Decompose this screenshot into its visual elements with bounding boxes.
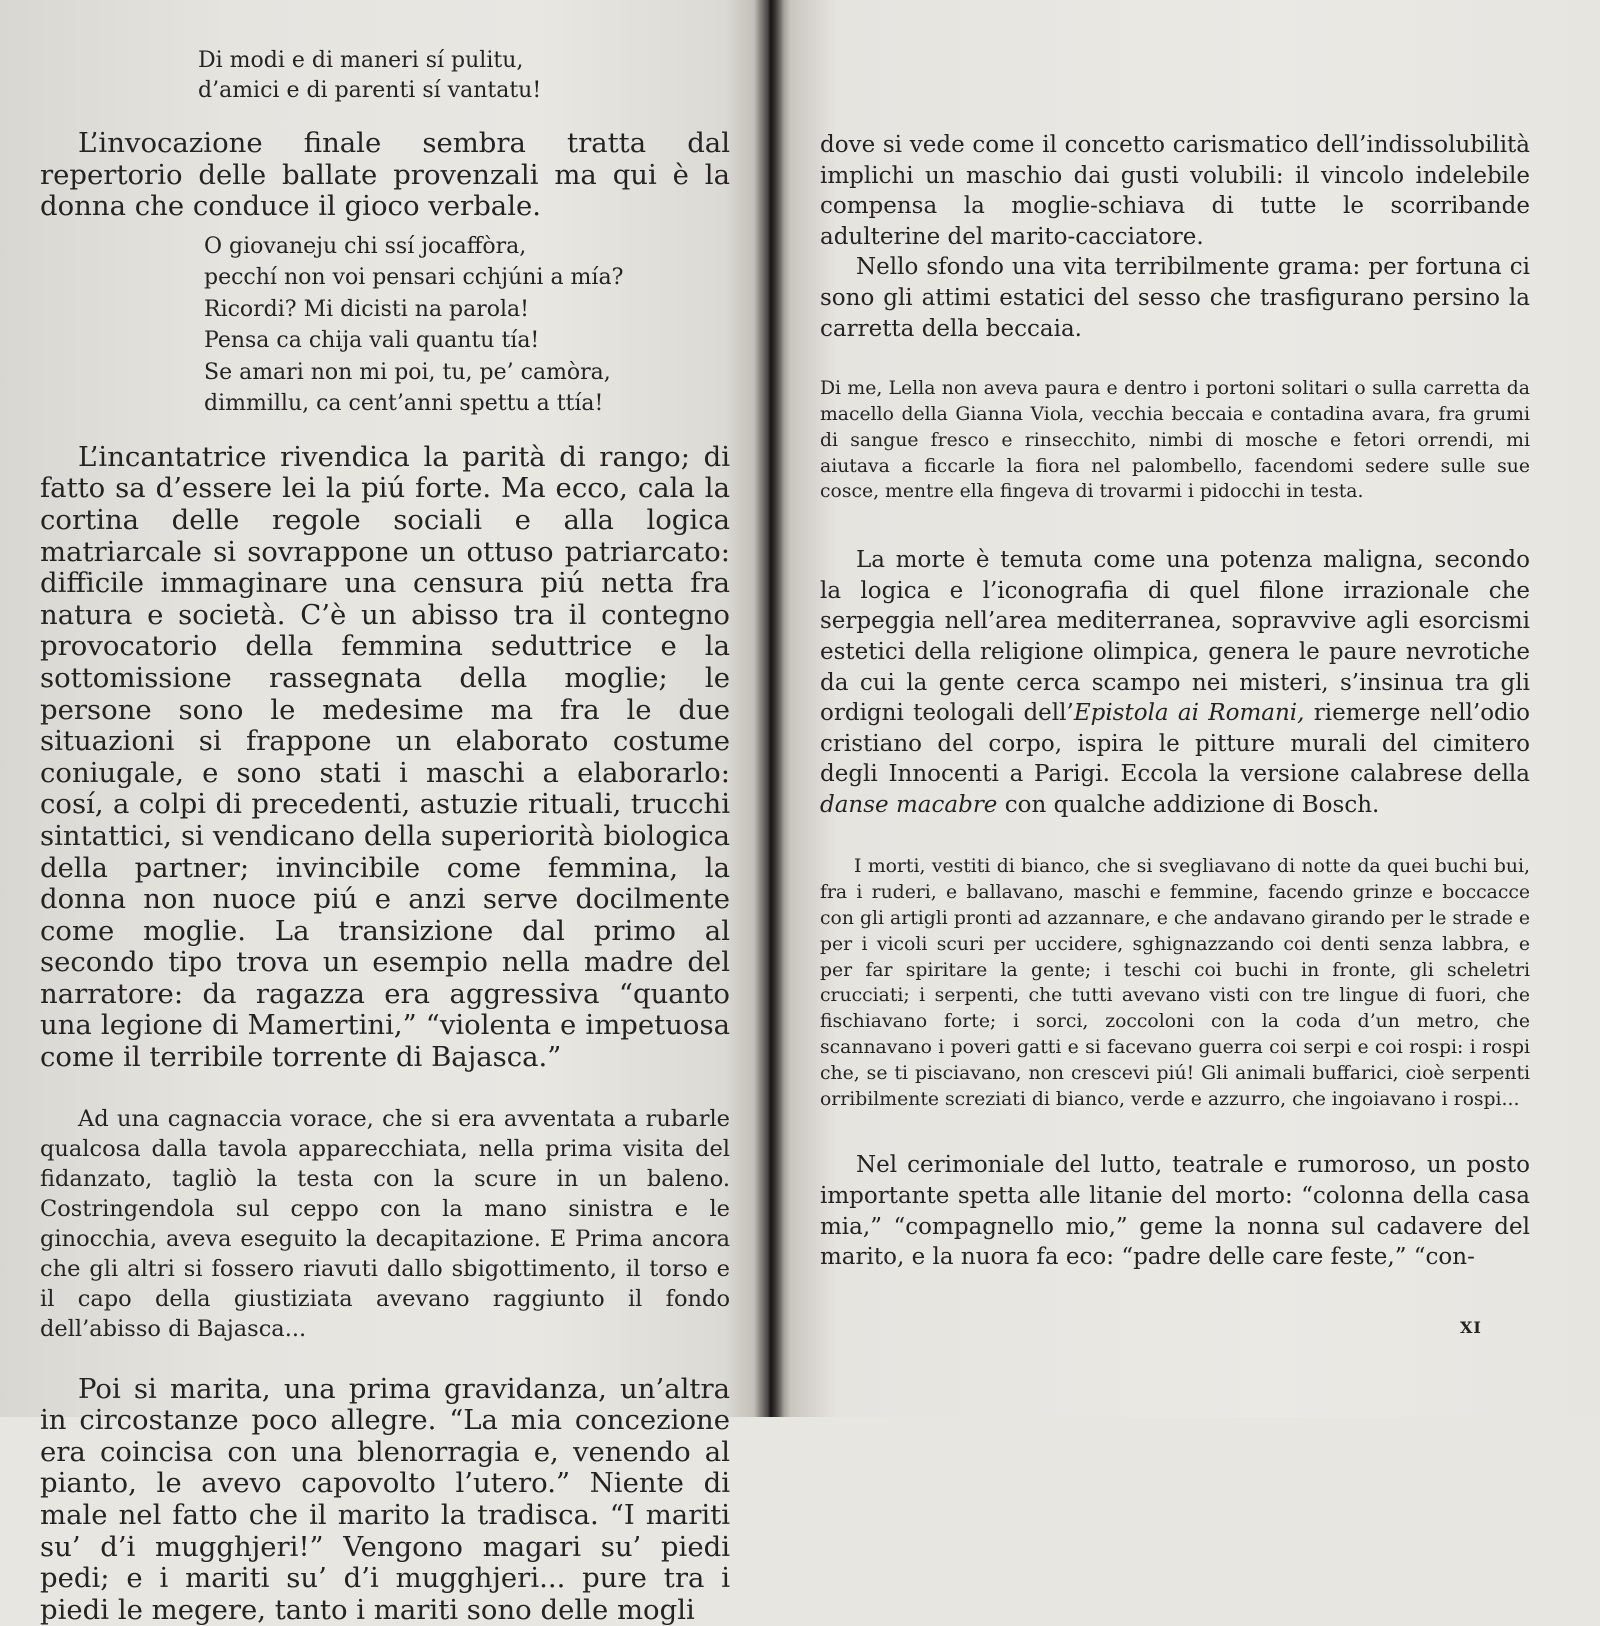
paragraph-morte-text: riemerge nell’odio cristiano del corpo, ispira le pitture murali del cimitero degli Innocenti a Parigi. Eccola la versione calabrese della [820, 700, 1530, 788]
verse-line: pecchí non voi pensari cchjúni a mía? [204, 265, 624, 291]
paragraph-poi: Poi si marita, una prima gravidanza, un’altra in circostanze poco allegre. “La mia concezione era coincisa con una blenorragia e, venendo al pianto, le avevo capovolto l’utero.” Niente di male nel fatto che il marito la tradisca. “I mariti su’ d’i mugghjeri!” Vengono magari su’ piedi pedi; e i mariti su’ d’i mugghjeri... pure tra i piedi le megere, tanto i mariti sono delle mogli [40, 1372, 730, 1626]
paragraph-dove: dove si vede come il concetto carismatico dell’indissolubilità implichi un maschio dai gusti volubili: il vincolo indelebile compensa la moglie-schiava di tutte le scorribande adulterine del marito-cacciatore. [820, 132, 1530, 250]
verse-line: Di modi e di maneri sí pulitu, [198, 48, 524, 73]
verse-line: Se amari non mi poi, tu, pe’ camòra, [204, 359, 611, 385]
verse-line: d’amici e di parenti sí vantatu! [198, 78, 542, 103]
book-gutter [754, 0, 784, 1417]
verse-line: Pensa ca chija vali quantu tía! [204, 328, 540, 354]
term-danse-macabre: danse macabre [820, 791, 998, 818]
left-page [0, 0, 770, 1626]
verse-top [198, 46, 730, 106]
page-number: XI [1460, 1318, 1482, 1337]
paragraph-invocation: L’invocazione finale sembra tratta dal repertorio delle ballate provenzali ma qui è la donna che conduce il gioco verbale. [40, 127, 730, 223]
paragraph-lutto: Nel cerimoniale del lutto, teatrale e rumoroso, un posto importante spetta alle litanie del morto: “colonna della casa mia,” “compagnello mio,” geme la nonna sul cadavere del marito, e la nuora fa eco: “padre delle care feste,” “con- [820, 1152, 1530, 1271]
paragraph-morte-text: La morte è temuta come una potenza maligna, secondo la logica e l’iconografia di quel filone irrazionale che serpeggia nell’area mediterranea, sopravvive agli esorcismi estetici della religione olimpica, genera le paure nevrotiche da cui la gente cerca scampo nei misteri, s’insinua tra gli ordigni teologali dell’ [820, 547, 1530, 727]
block-quote-lella: Di me, Lella non aveva paura e dentro i portoni solitari o sulla carretta da macello della Gianna Viola, vecchia beccaia e contadina avara, fra grumi di sangue fresco e rinsecchito, nimbi di mosche e fetori orrendi, mi aiutava a ficcarle la fiora nel palombello, facendomi sedere sulle sue cosce, mentre ella fingeva di trovarmi i pidocchi in testa. [820, 378, 1530, 503]
verse-line: Ricordi? Mi dicisti na parola! [204, 296, 530, 322]
paragraph-sfondo: Nello sfondo una vita terribilmente grama: per fortuna ci sono gli attimi estatici del sesso che trasfigurano persino la carretta della beccaia. [820, 254, 1530, 342]
verse-line: O giovaneju chi ssí jocaffòra, [204, 233, 527, 259]
title-epistola: Epistola ai Romani, [1073, 700, 1305, 727]
verse-middle [204, 231, 730, 420]
block-quote-morti: I morti, vestiti di bianco, che si svegliavano di notte da quei buchi bui, fra i ruderi, e ballavano, maschi e femmine, facendo grinze e boccacce con gli artigli pronti ad azzannare, e che andavano girando per le strade e per i vicoli scuri per uccidere, sghignazzando coi denti senza labbra, e per far spiritare la gente; i teschi coi buchi in fronte, gli scheletri crucciati; i serpenti, che tutti avevano visti con tre lingue di fuori, che fischiavano forte; i sorci, zoccoloni con la coda d’un metro, che scannavano i poveri gatti e si facevano guerra coi serpi e coi rospi: i rospi che, se ti pisciavano, non crescevi piú! Gli animali buffarici, cioè serpenti orribilmente screziati di bianco, verde e azzurro, che ingoiavano i rospi... [820, 856, 1530, 1110]
right-text-column [820, 130, 1530, 1273]
block-quote-cagnaccia: Ad una cagnaccia vorace, che si era avventata a rubarle qualcosa dalla tavola apparecchiata, nella prima visita del fidanzato, tagliò la testa con la scure in un baleno. Costringendola sul ceppo con la mano sinistra e le ginocchia, aveva eseguito la decapitazione. E Prima ancora che gli altri si fossero riavuti dallo sbigottimento, il torso e il capo della giustiziata avevano raggiunto il fondo dell’abisso di Bajasca... [40, 1105, 730, 1342]
paragraph-incantatrice: L’incantatrice rivendica la parità di rango; di fatto sa d’essere lei la piú forte. Ma ecco, cala la cortina delle regole sociali e alla logica matriarcale si sovrappone un ottuso patriarcato: difficile immaginare una censura piú netta fra natura e società. C’è un abisso tra il contegno provocatorio della femmina seduttrice e la sottomissione rassegnata della moglie; le persone sono le medesime ma fra le due situazioni si frappone un elaborato costume coniugale, e sono stati i maschi a elaborarlo: cosí, a colpi di precedenti, astuzie rituali, trucchi sintattici, si vendicano della superiorità biologica della partner; invincibile come femmina, la donna non nuoce piú e anzi serve docilmente come moglie. La transizione dal primo al secondo tipo trova un esempio nella madre del narratore: da ragazza era aggressiva “quanto una legione di Mamertini,” “violenta e impetuosa come il terribile torrente di Bajasca.” [40, 440, 730, 1074]
left-text-column [40, 46, 730, 1626]
paragraph-morte [820, 545, 1530, 820]
paragraph-morte-text: con qualche addizione di Bosch. [997, 791, 1380, 818]
verse-line: dimmillu, ca cent’anni spettu a ttía! [204, 391, 604, 417]
right-page [770, 0, 1600, 1417]
